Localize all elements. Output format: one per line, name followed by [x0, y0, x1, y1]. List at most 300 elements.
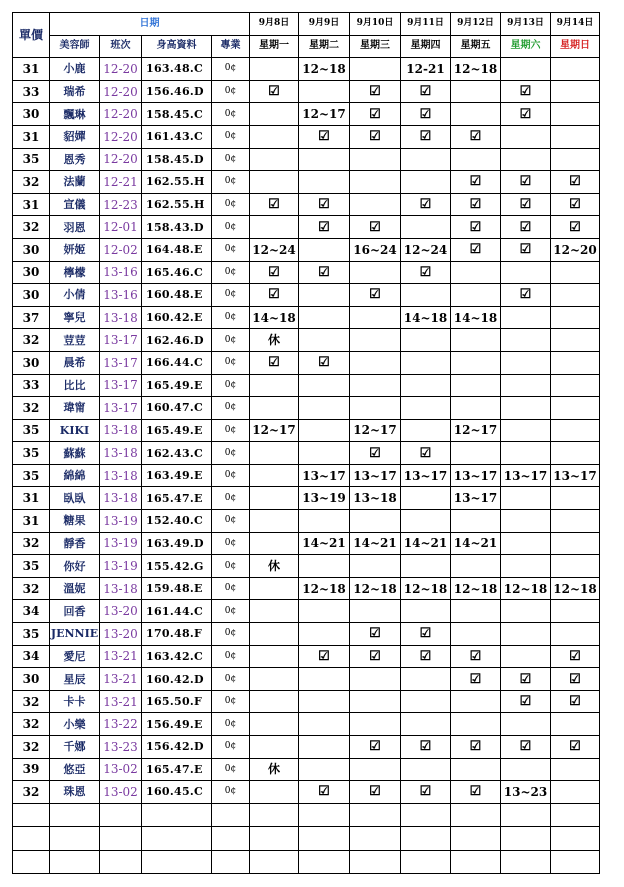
checked-box-icon[interactable]: ☑: [299, 781, 350, 804]
price-cell[interactable]: 33: [13, 80, 50, 103]
day-cell[interactable]: [501, 532, 551, 555]
day-cell[interactable]: [551, 600, 600, 623]
day-cell[interactable]: [299, 690, 350, 713]
day-cell[interactable]: [501, 374, 551, 397]
price-cell[interactable]: 30: [13, 284, 50, 307]
pro-cell[interactable]: 0¢: [212, 781, 250, 804]
checked-box-icon[interactable]: ☑: [401, 736, 451, 759]
pro-cell[interactable]: 0¢: [212, 80, 250, 103]
day-cell[interactable]: [250, 374, 299, 397]
checked-box-icon[interactable]: ☑: [451, 781, 501, 804]
checked-box-icon[interactable]: ☑: [451, 171, 501, 194]
stylist-name-cell[interactable]: 卡卡: [50, 690, 100, 713]
day-cell[interactable]: [451, 623, 501, 646]
body-data-cell[interactable]: 159.48.E: [142, 577, 212, 600]
checked-box-icon[interactable]: ☑: [551, 193, 600, 216]
checked-box-icon[interactable]: ☑: [250, 80, 299, 103]
body-data-cell[interactable]: 162.55.H: [142, 171, 212, 194]
shift-cell[interactable]: 13-02: [100, 781, 142, 804]
stylist-name-cell[interactable]: 羽恩: [50, 216, 100, 239]
price-cell[interactable]: 33: [13, 374, 50, 397]
shift-cell[interactable]: 12-02: [100, 238, 142, 261]
day-cell[interactable]: [551, 103, 600, 126]
shift-cell[interactable]: 12-21: [100, 171, 142, 194]
pro-cell[interactable]: 0¢: [212, 216, 250, 239]
checked-box-icon[interactable]: ☑: [250, 284, 299, 307]
shift-cell[interactable]: 13-21: [100, 645, 142, 668]
day-cell[interactable]: [451, 442, 501, 465]
empty-cell[interactable]: [451, 827, 501, 850]
day-cell[interactable]: [350, 148, 401, 171]
checked-box-icon[interactable]: ☑: [350, 645, 401, 668]
price-cell[interactable]: 35: [13, 464, 50, 487]
day-cell[interactable]: [350, 261, 401, 284]
day-cell[interactable]: 12~18: [551, 577, 600, 600]
day-cell[interactable]: 12~18: [401, 577, 451, 600]
day-cell[interactable]: [451, 397, 501, 420]
day-cell[interactable]: [451, 510, 501, 533]
checked-box-icon[interactable]: ☑: [501, 690, 551, 713]
checked-box-icon[interactable]: ☑: [451, 645, 501, 668]
day-cell[interactable]: [299, 171, 350, 194]
body-data-cell[interactable]: 160.42.E: [142, 306, 212, 329]
day-cell[interactable]: [250, 600, 299, 623]
checked-box-icon[interactable]: ☑: [350, 736, 401, 759]
pro-cell[interactable]: 0¢: [212, 374, 250, 397]
checked-box-icon[interactable]: ☑: [451, 736, 501, 759]
day-cell[interactable]: [501, 397, 551, 420]
body-data-cell[interactable]: 163.48.C: [142, 58, 212, 81]
body-data-cell[interactable]: 161.43.C: [142, 125, 212, 148]
day-cell[interactable]: [250, 532, 299, 555]
day-cell[interactable]: [250, 148, 299, 171]
day-cell[interactable]: [350, 713, 401, 736]
shift-cell[interactable]: 13-17: [100, 351, 142, 374]
pro-cell[interactable]: 0¢: [212, 668, 250, 691]
shift-cell[interactable]: 13-19: [100, 532, 142, 555]
day-cell[interactable]: 12~17: [250, 419, 299, 442]
empty-cell[interactable]: [50, 803, 100, 826]
checked-box-icon[interactable]: ☑: [501, 284, 551, 307]
stylist-name-cell[interactable]: 珠恩: [50, 781, 100, 804]
body-data-cell[interactable]: 165.50.F: [142, 690, 212, 713]
day-cell[interactable]: [250, 464, 299, 487]
day-cell[interactable]: 13~17: [451, 464, 501, 487]
day-cell[interactable]: [250, 713, 299, 736]
checked-box-icon[interactable]: ☑: [350, 103, 401, 126]
day-cell[interactable]: 14~18: [451, 306, 501, 329]
day-cell[interactable]: [501, 600, 551, 623]
day-cell[interactable]: [401, 374, 451, 397]
day-cell[interactable]: [350, 690, 401, 713]
stylist-name-cell[interactable]: KIKI: [50, 419, 100, 442]
empty-cell[interactable]: [451, 803, 501, 826]
body-data-cell[interactable]: 156.46.D: [142, 80, 212, 103]
day-cell[interactable]: [451, 284, 501, 307]
day-cell[interactable]: [501, 148, 551, 171]
day-cell[interactable]: 休: [250, 329, 299, 352]
stylist-name-cell[interactable]: 晨希: [50, 351, 100, 374]
day-cell[interactable]: [501, 261, 551, 284]
shift-cell[interactable]: 12-20: [100, 148, 142, 171]
day-cell[interactable]: [250, 645, 299, 668]
day-cell[interactable]: 12~17: [299, 103, 350, 126]
day-cell[interactable]: [501, 510, 551, 533]
body-data-cell[interactable]: 165.49.E: [142, 374, 212, 397]
day-cell[interactable]: [299, 284, 350, 307]
stylist-name-cell[interactable]: 臥臥: [50, 487, 100, 510]
day-cell[interactable]: [401, 668, 451, 691]
shift-cell[interactable]: 12-23: [100, 193, 142, 216]
day-cell[interactable]: [350, 668, 401, 691]
checked-box-icon[interactable]: ☑: [350, 781, 401, 804]
pro-cell[interactable]: 0¢: [212, 713, 250, 736]
price-cell[interactable]: 34: [13, 645, 50, 668]
day-cell[interactable]: 12~18: [451, 58, 501, 81]
checked-box-icon[interactable]: ☑: [451, 193, 501, 216]
body-data-cell[interactable]: 155.42.G: [142, 555, 212, 578]
empty-cell[interactable]: [551, 803, 600, 826]
day-cell[interactable]: [350, 171, 401, 194]
stylist-name-cell[interactable]: 瑞希: [50, 80, 100, 103]
day-cell[interactable]: [551, 532, 600, 555]
empty-cell[interactable]: [250, 850, 299, 873]
checked-box-icon[interactable]: ☑: [451, 125, 501, 148]
price-cell[interactable]: 31: [13, 193, 50, 216]
price-cell[interactable]: 35: [13, 419, 50, 442]
body-data-cell[interactable]: 152.40.C: [142, 510, 212, 533]
checked-box-icon[interactable]: ☑: [401, 781, 451, 804]
day-cell[interactable]: [451, 555, 501, 578]
checked-box-icon[interactable]: ☑: [401, 442, 451, 465]
pro-cell[interactable]: 0¢: [212, 555, 250, 578]
shift-cell[interactable]: 13-18: [100, 442, 142, 465]
shift-cell[interactable]: 13-19: [100, 510, 142, 533]
stylist-name-cell[interactable]: 溫妮: [50, 577, 100, 600]
day-cell[interactable]: [401, 329, 451, 352]
checked-box-icon[interactable]: ☑: [501, 171, 551, 194]
day-cell[interactable]: [250, 171, 299, 194]
day-cell[interactable]: 12~17: [451, 419, 501, 442]
day-cell[interactable]: [401, 487, 451, 510]
empty-cell[interactable]: [501, 803, 551, 826]
shift-cell[interactable]: 13-18: [100, 464, 142, 487]
day-cell[interactable]: [250, 397, 299, 420]
day-cell[interactable]: [299, 329, 350, 352]
pro-cell[interactable]: 0¢: [212, 736, 250, 759]
empty-cell[interactable]: [142, 827, 212, 850]
day-cell[interactable]: 13~23: [501, 781, 551, 804]
day-cell[interactable]: [350, 306, 401, 329]
day-cell[interactable]: [451, 329, 501, 352]
day-cell[interactable]: 休: [250, 758, 299, 781]
empty-cell[interactable]: [551, 827, 600, 850]
day-cell[interactable]: 14~18: [250, 306, 299, 329]
stylist-name-cell[interactable]: 荳荳: [50, 329, 100, 352]
stylist-name-cell[interactable]: 綿綿: [50, 464, 100, 487]
empty-cell[interactable]: [551, 850, 600, 873]
day-cell[interactable]: 14~18: [401, 306, 451, 329]
day-cell[interactable]: [250, 781, 299, 804]
checked-box-icon[interactable]: ☑: [299, 193, 350, 216]
stylist-name-cell[interactable]: 恩秀: [50, 148, 100, 171]
day-cell[interactable]: [451, 374, 501, 397]
empty-cell[interactable]: [299, 803, 350, 826]
empty-cell[interactable]: [212, 827, 250, 850]
checked-box-icon[interactable]: ☑: [299, 351, 350, 374]
day-cell[interactable]: [350, 600, 401, 623]
shift-cell[interactable]: 13-20: [100, 623, 142, 646]
price-cell[interactable]: 32: [13, 329, 50, 352]
price-cell[interactable]: 35: [13, 555, 50, 578]
empty-cell[interactable]: [142, 850, 212, 873]
day-cell[interactable]: 13~18: [350, 487, 401, 510]
checked-box-icon[interactable]: ☑: [299, 125, 350, 148]
price-cell[interactable]: 32: [13, 690, 50, 713]
day-cell[interactable]: [451, 713, 501, 736]
day-cell[interactable]: [401, 284, 451, 307]
day-cell[interactable]: [299, 668, 350, 691]
checked-box-icon[interactable]: ☑: [350, 80, 401, 103]
day-cell[interactable]: [451, 758, 501, 781]
price-cell[interactable]: 37: [13, 306, 50, 329]
checked-box-icon[interactable]: ☑: [551, 216, 600, 239]
day-cell[interactable]: [551, 781, 600, 804]
checked-box-icon[interactable]: ☑: [350, 125, 401, 148]
stylist-name-cell[interactable]: 比比: [50, 374, 100, 397]
checked-box-icon[interactable]: ☑: [451, 238, 501, 261]
stylist-name-cell[interactable]: 法蘭: [50, 171, 100, 194]
pro-cell[interactable]: 0¢: [212, 510, 250, 533]
body-data-cell[interactable]: 158.45.C: [142, 103, 212, 126]
price-cell[interactable]: 35: [13, 442, 50, 465]
day-cell[interactable]: [501, 306, 551, 329]
day-cell[interactable]: [401, 555, 451, 578]
day-cell[interactable]: [350, 758, 401, 781]
price-cell[interactable]: 35: [13, 623, 50, 646]
checked-box-icon[interactable]: ☑: [501, 736, 551, 759]
checked-box-icon[interactable]: ☑: [250, 351, 299, 374]
stylist-name-cell[interactable]: 糖果: [50, 510, 100, 533]
empty-cell[interactable]: [100, 850, 142, 873]
body-data-cell[interactable]: 165.46.C: [142, 261, 212, 284]
day-cell[interactable]: [501, 758, 551, 781]
stylist-name-cell[interactable]: 千娜: [50, 736, 100, 759]
day-cell[interactable]: [250, 668, 299, 691]
day-cell[interactable]: [299, 713, 350, 736]
day-cell[interactable]: [299, 80, 350, 103]
body-data-cell[interactable]: 156.42.D: [142, 736, 212, 759]
day-cell[interactable]: [299, 510, 350, 533]
day-cell[interactable]: 13~17: [551, 464, 600, 487]
empty-cell[interactable]: [299, 850, 350, 873]
stylist-name-cell[interactable]: 靜香: [50, 532, 100, 555]
day-cell[interactable]: 12~24: [250, 238, 299, 261]
day-cell[interactable]: [551, 442, 600, 465]
body-data-cell[interactable]: 160.42.D: [142, 668, 212, 691]
empty-cell[interactable]: [350, 803, 401, 826]
day-cell[interactable]: [250, 623, 299, 646]
day-cell[interactable]: 12~24: [401, 238, 451, 261]
day-cell[interactable]: [299, 306, 350, 329]
day-cell[interactable]: [350, 351, 401, 374]
stylist-name-cell[interactable]: 寧兒: [50, 306, 100, 329]
pro-cell[interactable]: 0¢: [212, 419, 250, 442]
checked-box-icon[interactable]: ☑: [299, 216, 350, 239]
checked-box-icon[interactable]: ☑: [250, 193, 299, 216]
day-cell[interactable]: [299, 238, 350, 261]
stylist-name-cell[interactable]: 星辰: [50, 668, 100, 691]
body-data-cell[interactable]: 158.43.D: [142, 216, 212, 239]
price-cell[interactable]: 34: [13, 600, 50, 623]
price-cell[interactable]: 32: [13, 532, 50, 555]
day-cell[interactable]: 12~20: [551, 238, 600, 261]
day-cell[interactable]: [501, 351, 551, 374]
day-cell[interactable]: [551, 623, 600, 646]
price-cell[interactable]: 32: [13, 713, 50, 736]
pro-cell[interactable]: 0¢: [212, 577, 250, 600]
empty-cell[interactable]: [250, 803, 299, 826]
pro-cell[interactable]: 0¢: [212, 193, 250, 216]
checked-box-icon[interactable]: ☑: [401, 193, 451, 216]
checked-box-icon[interactable]: ☑: [350, 216, 401, 239]
pro-cell[interactable]: 0¢: [212, 758, 250, 781]
pro-cell[interactable]: 0¢: [212, 58, 250, 81]
stylist-name-cell[interactable]: 檸檬: [50, 261, 100, 284]
day-cell[interactable]: [501, 419, 551, 442]
day-cell[interactable]: 13~17: [451, 487, 501, 510]
day-cell[interactable]: [299, 419, 350, 442]
empty-cell[interactable]: [212, 803, 250, 826]
checked-box-icon[interactable]: ☑: [551, 668, 600, 691]
stylist-name-cell[interactable]: 飄琳: [50, 103, 100, 126]
shift-cell[interactable]: 13-22: [100, 713, 142, 736]
day-cell[interactable]: [250, 690, 299, 713]
price-cell[interactable]: 30: [13, 668, 50, 691]
empty-cell[interactable]: [13, 803, 50, 826]
price-cell[interactable]: 30: [13, 238, 50, 261]
pro-cell[interactable]: 0¢: [212, 645, 250, 668]
day-cell[interactable]: [299, 442, 350, 465]
checked-box-icon[interactable]: ☑: [501, 216, 551, 239]
shift-cell[interactable]: 13-18: [100, 577, 142, 600]
stylist-name-cell[interactable]: 悠亞: [50, 758, 100, 781]
empty-cell[interactable]: [250, 827, 299, 850]
checked-box-icon[interactable]: ☑: [401, 645, 451, 668]
pro-cell[interactable]: 0¢: [212, 238, 250, 261]
price-cell[interactable]: 31: [13, 125, 50, 148]
day-cell[interactable]: [250, 577, 299, 600]
day-cell[interactable]: [250, 736, 299, 759]
day-cell[interactable]: [250, 216, 299, 239]
day-cell[interactable]: [401, 148, 451, 171]
day-cell[interactable]: [551, 374, 600, 397]
day-cell[interactable]: [501, 58, 551, 81]
day-cell[interactable]: [350, 374, 401, 397]
stylist-name-cell[interactable]: 貂嬋: [50, 125, 100, 148]
day-cell[interactable]: [401, 690, 451, 713]
empty-cell[interactable]: [100, 803, 142, 826]
pro-cell[interactable]: 0¢: [212, 397, 250, 420]
checked-box-icon[interactable]: ☑: [250, 261, 299, 284]
checked-box-icon[interactable]: ☑: [501, 668, 551, 691]
day-cell[interactable]: [501, 442, 551, 465]
day-cell[interactable]: [451, 103, 501, 126]
shift-cell[interactable]: 13-20: [100, 600, 142, 623]
day-cell[interactable]: 12~17: [350, 419, 401, 442]
body-data-cell[interactable]: 163.49.E: [142, 464, 212, 487]
checked-box-icon[interactable]: ☑: [350, 284, 401, 307]
day-cell[interactable]: [250, 58, 299, 81]
day-cell[interactable]: [451, 600, 501, 623]
empty-cell[interactable]: [451, 850, 501, 873]
checked-box-icon[interactable]: ☑: [551, 736, 600, 759]
shift-cell[interactable]: 13-02: [100, 758, 142, 781]
day-cell[interactable]: [401, 216, 451, 239]
empty-cell[interactable]: [13, 850, 50, 873]
shift-cell[interactable]: 13-16: [100, 284, 142, 307]
price-cell[interactable]: 30: [13, 261, 50, 284]
pro-cell[interactable]: 0¢: [212, 284, 250, 307]
day-cell[interactable]: [350, 555, 401, 578]
day-cell[interactable]: 14~21: [350, 532, 401, 555]
price-cell[interactable]: 32: [13, 736, 50, 759]
shift-cell[interactable]: 12-20: [100, 80, 142, 103]
checked-box-icon[interactable]: ☑: [451, 216, 501, 239]
day-cell[interactable]: [551, 329, 600, 352]
empty-cell[interactable]: [401, 803, 451, 826]
price-cell[interactable]: 32: [13, 781, 50, 804]
day-cell[interactable]: [401, 600, 451, 623]
body-data-cell[interactable]: 158.45.D: [142, 148, 212, 171]
body-data-cell[interactable]: 165.47.E: [142, 758, 212, 781]
stylist-name-cell[interactable]: 蘇蘇: [50, 442, 100, 465]
checked-box-icon[interactable]: ☑: [350, 442, 401, 465]
price-cell[interactable]: 30: [13, 103, 50, 126]
day-cell[interactable]: [401, 510, 451, 533]
pro-cell[interactable]: 0¢: [212, 600, 250, 623]
checked-box-icon[interactable]: ☑: [350, 623, 401, 646]
price-cell[interactable]: 39: [13, 758, 50, 781]
checked-box-icon[interactable]: ☑: [299, 261, 350, 284]
day-cell[interactable]: [299, 758, 350, 781]
day-cell[interactable]: [501, 645, 551, 668]
day-cell[interactable]: [551, 397, 600, 420]
day-cell[interactable]: [551, 487, 600, 510]
day-cell[interactable]: [401, 713, 451, 736]
pro-cell[interactable]: 0¢: [212, 103, 250, 126]
day-cell[interactable]: [551, 419, 600, 442]
day-cell[interactable]: 12~18: [501, 577, 551, 600]
pro-cell[interactable]: 0¢: [212, 261, 250, 284]
body-data-cell[interactable]: 165.49.E: [142, 419, 212, 442]
day-cell[interactable]: 12~18: [299, 577, 350, 600]
day-cell[interactable]: [551, 80, 600, 103]
body-data-cell[interactable]: 160.48.E: [142, 284, 212, 307]
pro-cell[interactable]: 0¢: [212, 464, 250, 487]
empty-cell[interactable]: [350, 850, 401, 873]
body-data-cell[interactable]: 156.49.E: [142, 713, 212, 736]
day-cell[interactable]: 休: [250, 555, 299, 578]
day-cell[interactable]: 13~17: [501, 464, 551, 487]
day-cell[interactable]: [551, 713, 600, 736]
stylist-name-cell[interactable]: 愛尼: [50, 645, 100, 668]
checked-box-icon[interactable]: ☑: [551, 171, 600, 194]
day-cell[interactable]: [350, 510, 401, 533]
empty-cell[interactable]: [401, 850, 451, 873]
empty-cell[interactable]: [212, 850, 250, 873]
price-cell[interactable]: 31: [13, 487, 50, 510]
